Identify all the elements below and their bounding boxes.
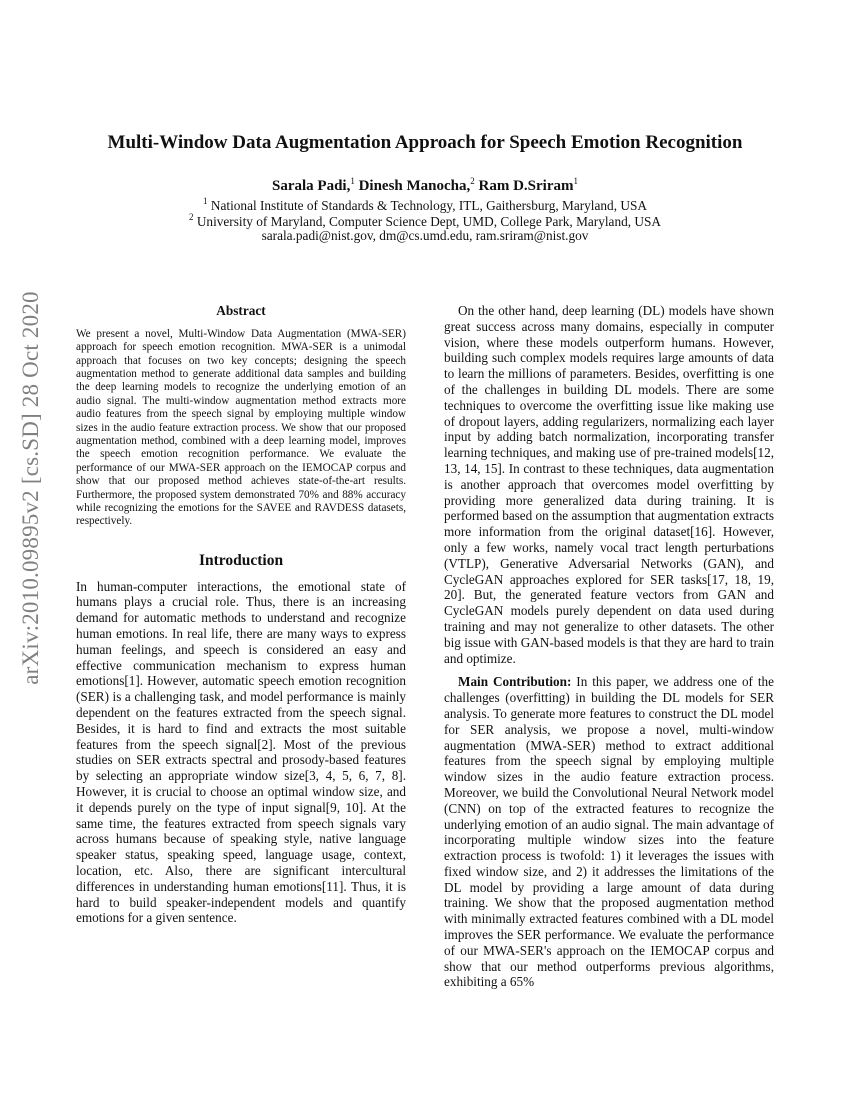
author-emails: sarala.padi@nist.gov, dm@cs.umd.edu, ram.sriram@nist.gov <box>261 228 589 243</box>
affiliation-text: National Institute of Standards & Technology, ITL, Gaithersburg, Maryland, USA <box>210 198 647 213</box>
affiliation-text: University of Maryland, Computer Science Dept, UMD, College Park, Maryland, USA <box>196 214 662 229</box>
paper-title: Multi-Window Data Augmentation Approach for Speech Emotion Recognition <box>107 132 743 153</box>
left-column <box>76 303 406 926</box>
arxiv-stamp-text: arXiv:2010.09895v2 [cs.SD] 28 Oct 2020 <box>18 291 43 685</box>
abstract-section <box>76 303 406 529</box>
main-contribution-text: In this paper, we address one of the challenges (overfitting) in building the DL models for SER analysis. To generate more features to construct the DL model for SER analysis, we propose a novel, multi-window augmentation (MWA-SER) method to extract additional features from the speech signal by employing multiple window sizes in the audio feature extraction process. Moreover, we build the Convolutional Neural Network model (CNN) on top of the extracted features to recognize the underlying emotion of an audio signal. The main advantage of incorporating multiple window sizes into the feature extraction process is twofold: 1) it leverages the issues with fixed window size, and 2) it addresses the limitations of the DL model by providing a large amount of data during training. We show that the proposed augmentation method with minimally extracted features combined with a DL model improves the SER performance. We evaluate the performance of our MWA-SER's approach on the IEMOCAP corpus and show that our method outperforms previous algorithms, exhibiting a 65% <box>444 674 774 990</box>
body-paragraph: On the other hand, deep learning (DL) models have shown great success across many domains, especially in computer vision, where these models outperform humans. However, building such complex models requires large amounts of data to learn the millions of parameters. Besides, overfitting is one of the challenges in building DL models. There are some techniques to overcome the overfitting issue like making use of dropout layers, adding regularizers, normalizing each layer input by adding batch normalization, incorporating transfer learning techniques, and making use of pre-trained models[12, 13, 14, 15]. In contrast to these techniques, data augmentation is another approach that overcomes model overfitting by providing more generalized data during training. It is performed based on the assumption that augmentation extracts more information from the original dataset[16]. However, only a few works, namely vocal tract length perturbations (VTLP), Generative Adversarial Networks (GAN), and CycleGAN approaches explored for SER tasks[17, 18, 19, 20]. But, the generated feature vectors from GAN and CycleGAN models purely dependent on data used during training and may not generalize to other datasets. The other big issue with GAN-based models is that they are hard to train and optimize. <box>444 303 774 666</box>
main-contribution-runin: Main Contribution: <box>458 674 572 690</box>
author-affiliation-mark: 2 <box>470 176 475 186</box>
author-affiliation-mark: 1 <box>350 176 355 186</box>
arxiv-stamp <box>6 291 56 685</box>
abstract-heading: Abstract <box>216 303 266 318</box>
right-column <box>444 303 774 990</box>
author-name: Dinesh Manocha, <box>358 178 471 194</box>
affiliation-mark: 1 <box>203 196 208 206</box>
author-affiliation-mark: 1 <box>573 176 578 186</box>
main-contribution-paragraph <box>444 674 774 990</box>
affiliation-mark: 2 <box>188 212 194 222</box>
author-list <box>0 176 850 195</box>
introduction-heading: Introduction <box>198 551 284 569</box>
abstract-text: We present a novel, Multi-Window Data Augmentation (MWA-SER) approach for speech emotion recognition. MWA-SER is a unimodal approach that focuses on two key concepts; designing the speech augmentation method to generate additional data samples and building the deep learning models to recognize the underlying emotion of an audio signal. The multi-window augmentation method extracts more audio features from the speech signal by employing multiple window sizes in the audio feature extraction process. We show that our proposed augmentation method, combined with a deep learning model, improves the speech emotion recognition performance. We evaluate the performance of our MWA-SER approach on the IEMOCAP corpus and show that our proposed method achieves state-of-the-art results. Furthermore, the proposed system demonstrated 70% and 88% accuracy while recognizing the emotions for the SAVEE and RAVDESS datasets, respectively. <box>76 327 406 528</box>
introduction-paragraph: In human-computer interactions, the emotional state of humans plays a crucial role. Thus, there is an increasing demand for automatic methods to understand and recognize human emotions. In real life, there are many ways to express human feelings, and speech is considered an easy and effective communication mechanism to express human emotions[1]. However, automatic speech emotion recognition (SER) is a challenging task, and model performance is mainly dependent on the features extracted from the speech signal. Besides, it is hard to find and extracts the most suitable features from the speech signal[2]. Most of the previous studies on SER extracts spectral and prosody-based features by selecting an appropriate window size[3, 4, 5, 6, 7, 8]. However, it is crucial to choose an optimal window size, and it depends purely on the type of input signal[9, 10]. At the same time, the features extracted from speech signals vary across humans because of speaking style, native language speaker status, speaking speed, language usage, context, location, etc. Also, there are significant intercultural differences in understanding human emotions[11]. Thus, it is hard to build speaker-independent models and quantify emotions for a given sentence. <box>76 578 406 926</box>
author-name: Sarala Padi, <box>271 178 351 194</box>
author-name: Ram D.Sriram <box>478 178 574 194</box>
